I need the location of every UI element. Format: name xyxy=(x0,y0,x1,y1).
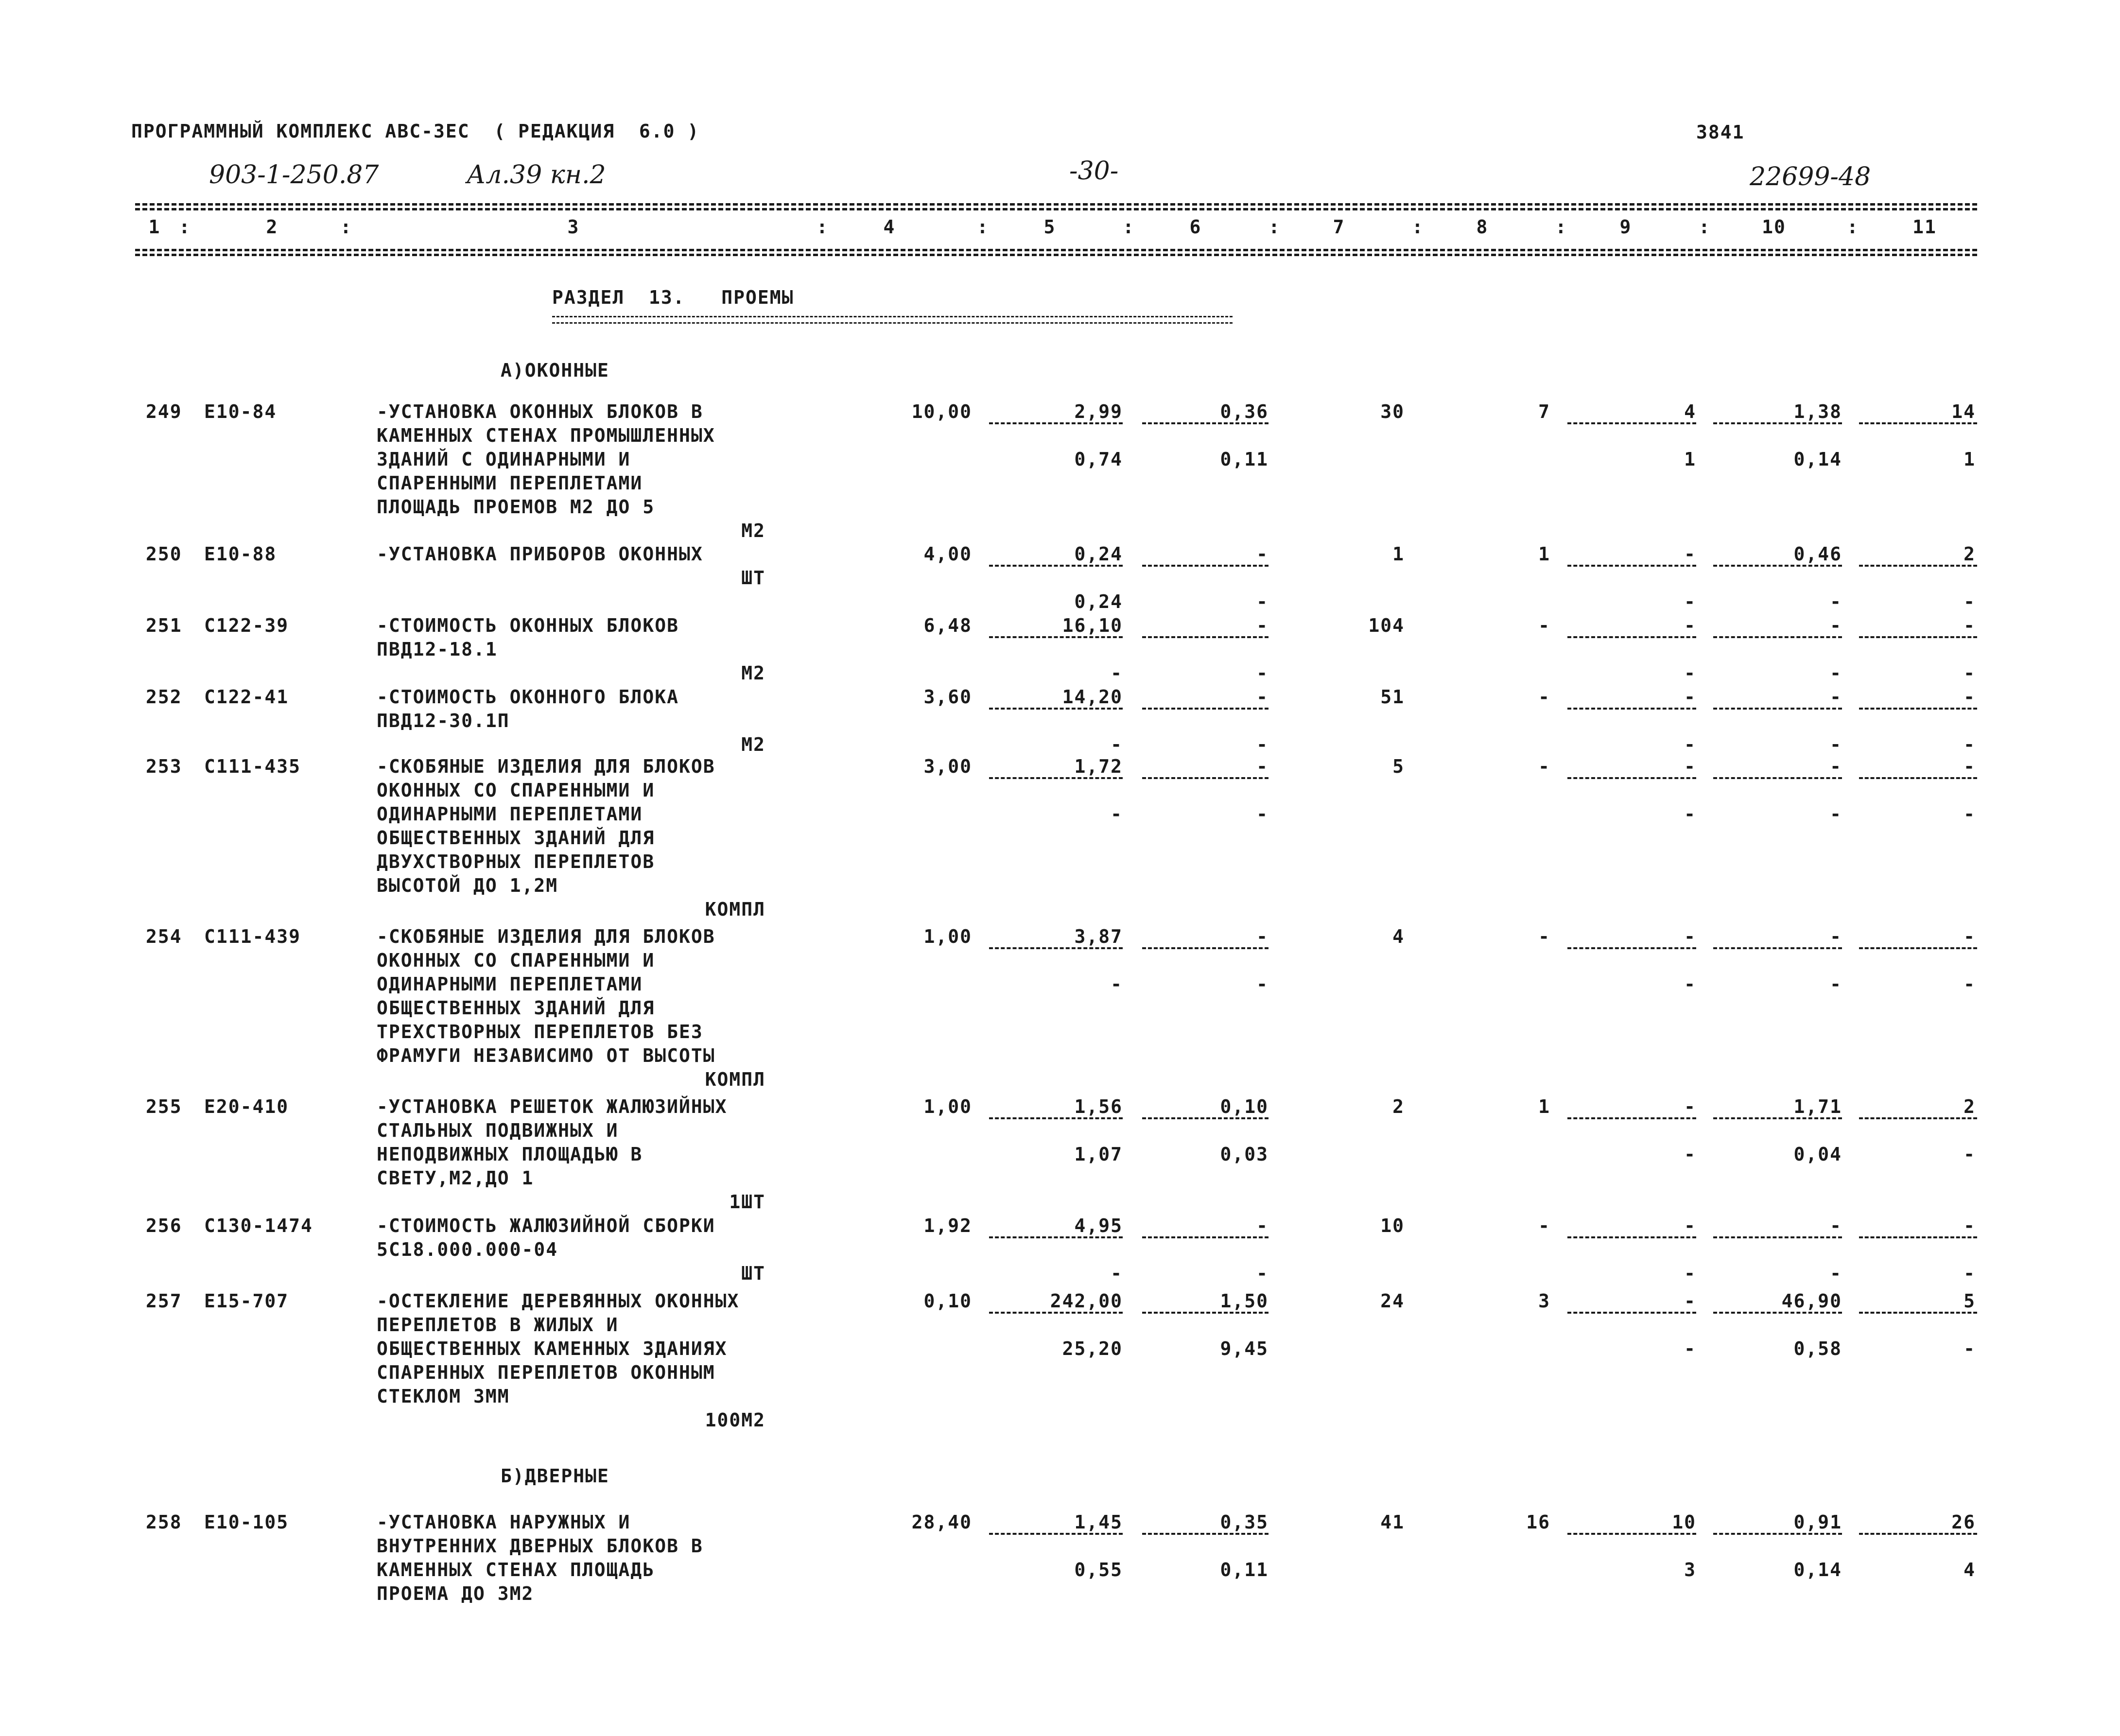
cell-c7: 104 xyxy=(1368,615,1405,636)
cell-divider-line xyxy=(1142,636,1269,638)
cell-c10: - xyxy=(1830,1215,1842,1236)
column-number: 4 xyxy=(883,216,896,238)
cell-c11: - xyxy=(1964,615,1976,636)
cell-c5: 4,95 xyxy=(1074,1215,1123,1236)
cell-c9-wage: - xyxy=(1684,803,1696,825)
cell-c9: - xyxy=(1684,686,1696,708)
cell-c5: 1,72 xyxy=(1074,756,1123,777)
cell-c9: - xyxy=(1684,926,1696,947)
work-description-line: СПАРЕННЫМИ ПЕРЕПЛЕТАМИ xyxy=(377,472,643,494)
header-top-rule xyxy=(135,203,1977,206)
cell-c5-wage: - xyxy=(1111,803,1123,825)
column-separator: : xyxy=(817,216,829,238)
cell-divider-line xyxy=(1713,636,1842,638)
column-separator: : xyxy=(1412,216,1424,238)
cell-c6: 0,36 xyxy=(1220,401,1269,422)
row-number: 253 xyxy=(146,756,182,777)
rate-code: Е10-105 xyxy=(204,1511,289,1533)
cell-c11-wage: - xyxy=(1964,591,1976,612)
cell-c7: 24 xyxy=(1380,1290,1405,1312)
column-number: 11 xyxy=(1912,216,1937,238)
sheet-number: -30- xyxy=(1069,156,1119,186)
cell-c11: - xyxy=(1964,1215,1976,1236)
work-description-line: -СТОИМОСТЬ ОКОННЫХ БЛОКОВ xyxy=(377,615,679,636)
cell-c6-wage: 0,03 xyxy=(1220,1144,1269,1165)
cell-divider-line xyxy=(989,1533,1123,1535)
cell-divider-line xyxy=(1713,1236,1842,1238)
cell-divider-line xyxy=(1859,422,1977,424)
cell-divider-line xyxy=(1713,947,1842,949)
cell-qty: 6,48 xyxy=(923,615,972,636)
row-number: 249 xyxy=(146,401,182,422)
cell-divider-line xyxy=(1859,565,1977,567)
cell-c9-wage: - xyxy=(1684,1144,1696,1165)
work-description-line: ОБЩЕСТВЕННЫХ ЗДАНИЙ ДЛЯ xyxy=(377,827,655,849)
cell-c9-wage: - xyxy=(1684,591,1696,612)
cell-c5-wage: - xyxy=(1111,662,1123,684)
work-description-line: СТЕКЛОМ 3ММ xyxy=(377,1386,510,1407)
rate-code: С122-39 xyxy=(204,615,289,636)
cell-qty: 1,92 xyxy=(923,1215,972,1236)
cell-c10-wage: 0,04 xyxy=(1793,1144,1842,1165)
cell-c9: - xyxy=(1684,543,1696,565)
cell-divider-line xyxy=(1142,777,1269,779)
cell-c9: - xyxy=(1684,1290,1696,1312)
cell-c7: 10 xyxy=(1380,1215,1405,1236)
cell-divider-line xyxy=(1713,422,1842,424)
unit-of-measure: ШТ xyxy=(741,1263,765,1284)
cell-qty: 28,40 xyxy=(911,1511,972,1533)
cell-c11: 2 xyxy=(1964,1096,1976,1117)
cell-c9-wage: - xyxy=(1684,1263,1696,1284)
cell-c7: 30 xyxy=(1380,401,1405,422)
cell-c8: - xyxy=(1538,615,1550,636)
cell-c10: 1,71 xyxy=(1793,1096,1842,1117)
cell-c5: 3,87 xyxy=(1074,926,1123,947)
cell-c6: - xyxy=(1256,615,1269,636)
work-description-line: НЕПОДВИЖНЫХ ПЛОЩАДЬЮ В xyxy=(377,1144,643,1165)
work-description-line: КАМЕННЫХ СТЕНАХ ПРОМЫШЛЕННЫХ xyxy=(377,425,715,446)
cell-c5-wage: - xyxy=(1111,1263,1123,1284)
cell-c11: 5 xyxy=(1964,1290,1976,1312)
cell-divider-line xyxy=(1142,565,1269,567)
cell-divider-line xyxy=(1142,1312,1269,1314)
subsection-title: А)ОКОННЫЕ xyxy=(501,360,609,381)
cell-c8: 16 xyxy=(1526,1511,1550,1533)
cell-c8: - xyxy=(1538,1215,1550,1236)
rate-code: С122-41 xyxy=(204,686,289,708)
cell-c11-wage: - xyxy=(1964,973,1976,995)
column-number: 1 xyxy=(148,216,161,238)
work-description-line: СТАЛЬНЫХ ПОДВИЖНЫХ И xyxy=(377,1120,619,1141)
cell-c9: - xyxy=(1684,1096,1696,1117)
cell-c10: 1,38 xyxy=(1793,401,1842,422)
cell-divider-line xyxy=(1713,1533,1842,1535)
cell-c6-wage: 0,11 xyxy=(1220,449,1269,470)
work-description-line: ФРАМУГИ НЕЗАВИСИМО ОТ ВЫСОТЫ xyxy=(377,1045,715,1066)
work-description-line: -УСТАНОВКА ПРИБОРОВ ОКОННЫХ xyxy=(377,543,703,565)
cell-c9-wage: - xyxy=(1684,662,1696,684)
cell-c11: 2 xyxy=(1964,543,1976,565)
cell-c5: 2,99 xyxy=(1074,401,1123,422)
work-description-line: ОКОННЫХ СО СПАРЕННЫМИ И xyxy=(377,950,655,971)
cell-qty: 0,10 xyxy=(923,1290,972,1312)
cell-c11-wage: 4 xyxy=(1964,1559,1976,1580)
cell-divider-line xyxy=(1859,947,1977,949)
cell-c6: - xyxy=(1256,543,1269,565)
cell-c11: 14 xyxy=(1951,401,1976,422)
column-number: 8 xyxy=(1476,216,1489,238)
work-description-line: СПАРЕННЫХ ПЕРЕПЛЕТОВ ОКОННЫМ xyxy=(377,1362,715,1383)
cell-c5: 16,10 xyxy=(1062,615,1123,636)
project-number: 903-1-250.87 xyxy=(209,160,379,190)
work-description-line: -СТОИМОСТЬ ОКОННОГО БЛОКА xyxy=(377,686,679,708)
cell-divider-line xyxy=(1567,565,1696,567)
column-number: 5 xyxy=(1043,216,1056,238)
cell-c5: 1,45 xyxy=(1074,1511,1123,1533)
cell-c6-wage: 0,11 xyxy=(1220,1559,1269,1580)
cell-divider-line xyxy=(989,1117,1123,1119)
cell-divider-line xyxy=(1859,708,1977,710)
cell-divider-line xyxy=(1859,1312,1977,1314)
cell-c6: 1,50 xyxy=(1220,1290,1269,1312)
unit-of-measure: 100М2 xyxy=(705,1409,765,1431)
column-number: 7 xyxy=(1333,216,1345,238)
header-bottom-rule-2 xyxy=(135,254,1977,256)
cell-c6: 0,10 xyxy=(1220,1096,1269,1117)
cell-c10-wage: - xyxy=(1830,662,1842,684)
section-title: РАЗДЕЛ 13. ПРОЕМЫ xyxy=(552,287,794,308)
cell-c11: - xyxy=(1964,756,1976,777)
row-number: 257 xyxy=(146,1290,182,1312)
unit-of-measure: КОМПЛ xyxy=(705,899,765,920)
cell-c10-wage: - xyxy=(1830,591,1842,612)
cell-c5-wage: 0,74 xyxy=(1074,449,1123,470)
column-separator: : xyxy=(1555,216,1567,238)
work-description-line: -УСТАНОВКА ОКОННЫХ БЛОКОВ В xyxy=(377,401,703,422)
column-number: 9 xyxy=(1619,216,1632,238)
cell-c5-wage: 0,24 xyxy=(1074,591,1123,612)
cell-divider-line xyxy=(1713,1312,1842,1314)
cell-c9: 4 xyxy=(1684,401,1696,422)
rate-code: Е15-707 xyxy=(204,1290,289,1312)
unit-of-measure: 1ШТ xyxy=(729,1191,765,1213)
cell-c10-wage: 0,14 xyxy=(1793,449,1842,470)
cell-divider-line xyxy=(1567,422,1696,424)
cell-divider-line xyxy=(1142,422,1269,424)
column-separator: : xyxy=(977,216,989,238)
cell-c8: 1 xyxy=(1538,1096,1550,1117)
cell-divider-line xyxy=(1567,636,1696,638)
column-number: 2 xyxy=(266,216,278,238)
cell-divider-line xyxy=(1142,1533,1269,1535)
work-description-line: ПЕРЕПЛЕТОВ В ЖИЛЫХ И xyxy=(377,1314,619,1336)
column-separator: : xyxy=(179,216,191,238)
cell-qty: 4,00 xyxy=(923,543,972,565)
column-number: 3 xyxy=(567,216,580,238)
row-number: 251 xyxy=(146,615,182,636)
cell-c10-wage: - xyxy=(1830,1263,1842,1284)
cell-divider-line xyxy=(989,1312,1123,1314)
unit-of-measure: КОМПЛ xyxy=(705,1069,765,1090)
cell-divider-line xyxy=(1713,708,1842,710)
cell-c6: - xyxy=(1256,756,1269,777)
work-description-line: ПРОЕМА ДО 3М2 xyxy=(377,1583,534,1604)
cell-c7: 51 xyxy=(1380,686,1405,708)
cell-c9-wage: - xyxy=(1684,1338,1696,1359)
cell-qty: 3,00 xyxy=(923,756,972,777)
header-top-rule-2 xyxy=(135,208,1977,210)
column-separator: : xyxy=(1123,216,1135,238)
work-description-line: ОБЩЕСТВЕННЫХ ЗДАНИЙ ДЛЯ xyxy=(377,997,655,1019)
column-number: 10 xyxy=(1762,216,1786,238)
work-description-line: -УСТАНОВКА НАРУЖНЫХ И xyxy=(377,1511,631,1533)
cell-c6-wage: - xyxy=(1256,591,1269,612)
cell-c11: - xyxy=(1964,686,1976,708)
album-number: Ал.39 кн.2 xyxy=(467,160,606,190)
cell-c5-wage: 0,55 xyxy=(1074,1559,1123,1580)
cell-c10: - xyxy=(1830,756,1842,777)
work-description-line: ПВД12-30.1П xyxy=(377,710,510,731)
cell-c8: 3 xyxy=(1538,1290,1550,1312)
work-description-line: СВЕТУ,М2,ДО 1 xyxy=(377,1167,534,1189)
cell-c11-wage: - xyxy=(1964,734,1976,755)
unit-of-measure: ШТ xyxy=(741,567,765,589)
cell-c11-wage: - xyxy=(1964,1338,1976,1359)
cell-divider-line xyxy=(1567,1117,1696,1119)
cell-c11-wage: - xyxy=(1964,1144,1976,1165)
cell-c8: 7 xyxy=(1538,401,1550,422)
cell-divider-line xyxy=(989,565,1123,567)
cell-divider-line xyxy=(989,947,1123,949)
cell-divider-line xyxy=(1859,1533,1977,1535)
work-description-line: -УСТАНОВКА РЕШЕТОК ЖАЛЮЗИЙНЫХ xyxy=(377,1096,728,1117)
cell-divider-line xyxy=(1859,636,1977,638)
cell-c8: - xyxy=(1538,686,1550,708)
cell-c10-wage: - xyxy=(1830,734,1842,755)
work-description-line: ОДИНАРНЫМИ ПЕРЕПЛЕТАМИ xyxy=(377,803,643,825)
work-description-line: ОКОННЫХ СО СПАРЕННЫМИ И xyxy=(377,780,655,801)
section-underline xyxy=(552,316,1233,324)
cell-qty: 1,00 xyxy=(923,1096,972,1117)
cell-c5-wage: 1,07 xyxy=(1074,1144,1123,1165)
cell-c5-wage: - xyxy=(1111,734,1123,755)
cell-c6: - xyxy=(1256,686,1269,708)
rate-code: С130-1474 xyxy=(204,1215,313,1236)
cell-c5: 0,24 xyxy=(1074,543,1123,565)
cell-c6: - xyxy=(1256,1215,1269,1236)
cell-divider-line xyxy=(989,1236,1123,1238)
work-description-line: -СТОИМОСТЬ ЖАЛЮЗИЙНОЙ СБОРКИ xyxy=(377,1215,715,1236)
cell-c7: 5 xyxy=(1392,756,1405,777)
cell-c8: - xyxy=(1538,756,1550,777)
cell-divider-line xyxy=(1713,1117,1842,1119)
work-description-line: ВЫСОТОЙ ДО 1,2М xyxy=(377,875,558,896)
cell-divider-line xyxy=(1859,1117,1977,1119)
cell-c5-wage: 25,20 xyxy=(1062,1338,1123,1359)
cell-c7: 41 xyxy=(1380,1511,1405,1533)
work-description-line: ПЛОЩАДЬ ПРОЕМОВ М2 ДО 5 xyxy=(377,496,655,518)
cell-divider-line xyxy=(1859,777,1977,779)
work-description-line: ЗДАНИЙ С ОДИНАРНЫМИ И xyxy=(377,449,631,470)
cell-divider-line xyxy=(1567,1312,1696,1314)
cell-c9: - xyxy=(1684,1215,1696,1236)
rate-code: С111-435 xyxy=(204,756,301,777)
cell-qty: 3,60 xyxy=(923,686,972,708)
column-separator: : xyxy=(340,216,352,238)
cell-c6-wage: - xyxy=(1256,662,1269,684)
cell-c6: - xyxy=(1256,926,1269,947)
cell-c6-wage: 9,45 xyxy=(1220,1338,1269,1359)
column-separator: : xyxy=(1269,216,1281,238)
cell-divider-line xyxy=(989,708,1123,710)
work-description-line: -СКОБЯНЫЕ ИЗДЕЛИЯ ДЛЯ БЛОКОВ xyxy=(377,926,715,947)
work-description-line: ОДИНАРНЫМИ ПЕРЕПЛЕТАМИ xyxy=(377,973,643,995)
column-number: 6 xyxy=(1189,216,1202,238)
cell-c10: 46,90 xyxy=(1781,1290,1842,1312)
cell-divider-line xyxy=(1567,708,1696,710)
cell-c6-wage: - xyxy=(1256,973,1269,995)
cell-c11-wage: - xyxy=(1964,662,1976,684)
cell-c7: 2 xyxy=(1392,1096,1405,1117)
cell-c10-wage: - xyxy=(1830,803,1842,825)
cell-divider-line xyxy=(1713,565,1842,567)
cell-c8: 1 xyxy=(1538,543,1550,565)
cell-c9: - xyxy=(1684,756,1696,777)
cell-c6-wage: - xyxy=(1256,1263,1269,1284)
cell-c9-wage: - xyxy=(1684,973,1696,995)
cell-c10-wage: 0,58 xyxy=(1793,1338,1842,1359)
cell-c10: - xyxy=(1830,686,1842,708)
cell-divider-line xyxy=(1567,1236,1696,1238)
cell-divider-line xyxy=(1713,777,1842,779)
cell-divider-line xyxy=(1142,947,1269,949)
column-separator: : xyxy=(1847,216,1859,238)
work-description-line: ПВД12-18.1 xyxy=(377,639,498,660)
page-code: 3841 xyxy=(1696,122,1745,143)
cell-c9: - xyxy=(1684,615,1696,636)
cell-c9: 10 xyxy=(1672,1511,1696,1533)
cell-c7: 1 xyxy=(1392,543,1405,565)
cell-c11-wage: 1 xyxy=(1964,449,1976,470)
work-description-line: ОБЩЕСТВЕННЫХ КАМЕННЫХ ЗДАНИЯХ xyxy=(377,1338,728,1359)
cell-c5-wage: - xyxy=(1111,973,1123,995)
row-number: 256 xyxy=(146,1215,182,1236)
work-description-line: -СКОБЯНЫЕ ИЗДЕЛИЯ ДЛЯ БЛОКОВ xyxy=(377,756,715,777)
program-title: ПРОГРАММНЫЙ КОМПЛЕКС АВС-3ЕС ( РЕДАКЦИЯ 6.0 ) xyxy=(131,121,700,142)
cell-c9-wage: - xyxy=(1684,734,1696,755)
row-number: 254 xyxy=(146,926,182,947)
rate-code: Е20-410 xyxy=(204,1096,289,1117)
cell-divider-line xyxy=(1567,1533,1696,1535)
work-description-line: ВНУТРЕННИХ ДВЕРНЫХ БЛОКОВ В xyxy=(377,1535,703,1557)
cell-c10: 0,91 xyxy=(1793,1511,1842,1533)
rate-code: Е10-88 xyxy=(204,543,277,565)
cell-divider-line xyxy=(1142,708,1269,710)
cell-divider-line xyxy=(1567,777,1696,779)
unit-of-measure: М2 xyxy=(741,520,765,541)
cell-c10: 0,46 xyxy=(1793,543,1842,565)
row-number: 252 xyxy=(146,686,182,708)
work-description-line: -ОСТЕКЛЕНИЕ ДЕРЕВЯННЫХ ОКОННЫХ xyxy=(377,1290,740,1312)
document-number: 22699-48 xyxy=(1750,162,1871,191)
header-bottom-rule xyxy=(135,249,1977,251)
work-description-line: 5С18.000.000-04 xyxy=(377,1239,558,1260)
cell-c6-wage: - xyxy=(1256,803,1269,825)
cell-qty: 10,00 xyxy=(911,401,972,422)
cell-divider-line xyxy=(989,422,1123,424)
cell-divider-line xyxy=(989,636,1123,638)
cell-divider-line xyxy=(1142,1236,1269,1238)
work-description-line: ДВУХСТВОРНЫХ ПЕРЕПЛЕТОВ xyxy=(377,851,655,872)
rate-code: Е10-84 xyxy=(204,401,277,422)
cell-c5: 14,20 xyxy=(1062,686,1123,708)
cell-c10: - xyxy=(1830,926,1842,947)
cell-c10-wage: 0,14 xyxy=(1793,1559,1842,1580)
subsection-title: Б)ДВЕРНЫЕ xyxy=(501,1465,609,1487)
cell-c9-wage: 3 xyxy=(1684,1559,1696,1580)
cell-c11-wage: - xyxy=(1964,803,1976,825)
rate-code: С111-439 xyxy=(204,926,301,947)
cell-c10-wage: - xyxy=(1830,973,1842,995)
cell-c8: - xyxy=(1538,926,1550,947)
cell-c6-wage: - xyxy=(1256,734,1269,755)
cell-c7: 4 xyxy=(1392,926,1405,947)
cell-c9-wage: 1 xyxy=(1684,449,1696,470)
cell-divider-line xyxy=(1567,947,1696,949)
cell-c5: 1,56 xyxy=(1074,1096,1123,1117)
cell-c10: - xyxy=(1830,615,1842,636)
cell-c11: - xyxy=(1964,926,1976,947)
cell-c11-wage: - xyxy=(1964,1263,1976,1284)
cell-divider-line xyxy=(1142,1117,1269,1119)
unit-of-measure: М2 xyxy=(741,662,765,684)
row-number: 255 xyxy=(146,1096,182,1117)
cell-c11: 26 xyxy=(1951,1511,1976,1533)
cell-c5: 242,00 xyxy=(1050,1290,1123,1312)
work-description-line: КАМЕННЫХ СТЕНАХ ПЛОЩАДЬ xyxy=(377,1559,655,1580)
cell-divider-line xyxy=(1859,1236,1977,1238)
cell-divider-line xyxy=(989,777,1123,779)
cell-qty: 1,00 xyxy=(923,926,972,947)
work-description-line: ТРЕХСТВОРНЫХ ПЕРЕПЛЕТОВ БЕЗ xyxy=(377,1021,703,1042)
unit-of-measure: М2 xyxy=(741,734,765,755)
column-separator: : xyxy=(1699,216,1711,238)
row-number: 258 xyxy=(146,1511,182,1533)
cell-c6: 0,35 xyxy=(1220,1511,1269,1533)
row-number: 250 xyxy=(146,543,182,565)
